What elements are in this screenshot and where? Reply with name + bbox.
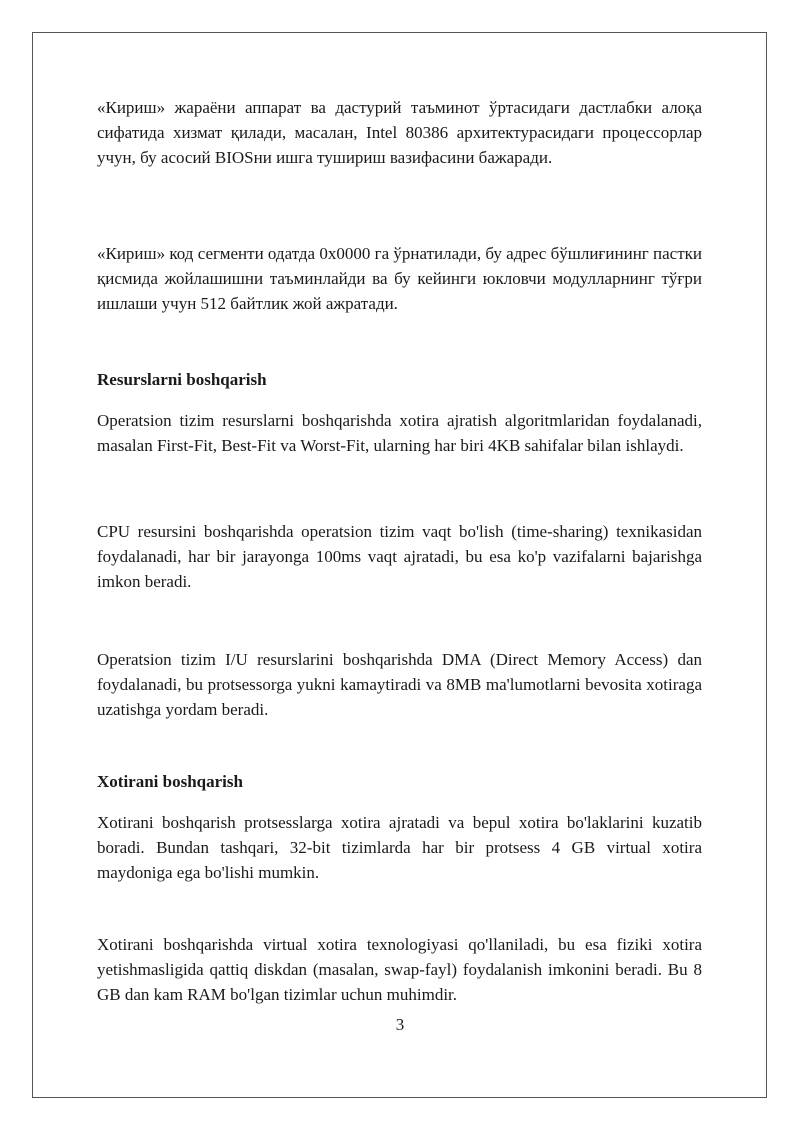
heading-resource-management: Resurslarni boshqarish	[97, 370, 267, 389]
paragraph-io-dma: Operatsion tizim I/U resurslarini boshqarishda DMA (Direct Memory Access) dan foydalanadi, bu protsessorga yukni kamaytiradi va 8MB ma'lumotlarni bevosita xotiraga uzatishga yordam beradi.	[97, 650, 702, 719]
paragraph-cpu-time-sharing: CPU resursini boshqarishda operatsion tizim vaqt bo'lish (time-sharing) texnikasidan foydalanadi, har bir jarayonga 100ms vaqt ajratadi, bu esa ko'p vazifalarni bajarishga imkon beradi.	[97, 522, 702, 591]
paragraph-virtual-memory: Xotirani boshqarishda virtual xotira texnologiyasi qo'llaniladi, bu esa fiziki xotira yetishmasligida qattiq diskdan (masalan, swap-fayl) foydalanish imkonini beradi. Bu 8 GB dan kam RAM bo'lgan tizimlar uchun muhimdir.	[97, 935, 702, 1004]
page-number: 3	[395, 1015, 405, 1034]
paragraph-memory-tracking: Xotirani boshqarish protsesslarga xotira ajratadi va bepul xotira bo'laklarini kuzatib boradi. Bundan tashqari, 32-bit tizimlarda har bir protsess 4 GB virtual xotira maydoniga ega bo'lishi mumkin.	[97, 813, 702, 882]
paragraph-memory-allocation: Operatsion tizim resurslarni boshqarishda xotira ajratish algoritmlaridan foydalanadi, masalan First-Fit, Best-Fit va Worst-Fit, ularning har biri 4KB sahifalar bilan ishlaydi.	[97, 411, 702, 455]
heading-memory-management: Xotirani boshqarish	[97, 772, 243, 791]
paragraph-intro-code-segment: «Кириш» код сегменти одатда 0x0000 га ўрнатилади, бу адрес бўшлиғининг пастки қисмида жойлашишни таъминлайди ва бу кейинги юкловчи модулларнинг тўғри ишлаши учун 512 байтлик жой ажратади.	[97, 244, 702, 313]
paragraph-intro-role: «Кириш» жараёни аппарат ва дастурий таъминот ўртасидаги дастлабки алоқа сифатида хизмат қилади, масалан, Intel 80386 архитектурасидаги процессорлар учун, бу асосий BIOSни ишга тушириш вазифасини бажаради.	[97, 98, 702, 167]
